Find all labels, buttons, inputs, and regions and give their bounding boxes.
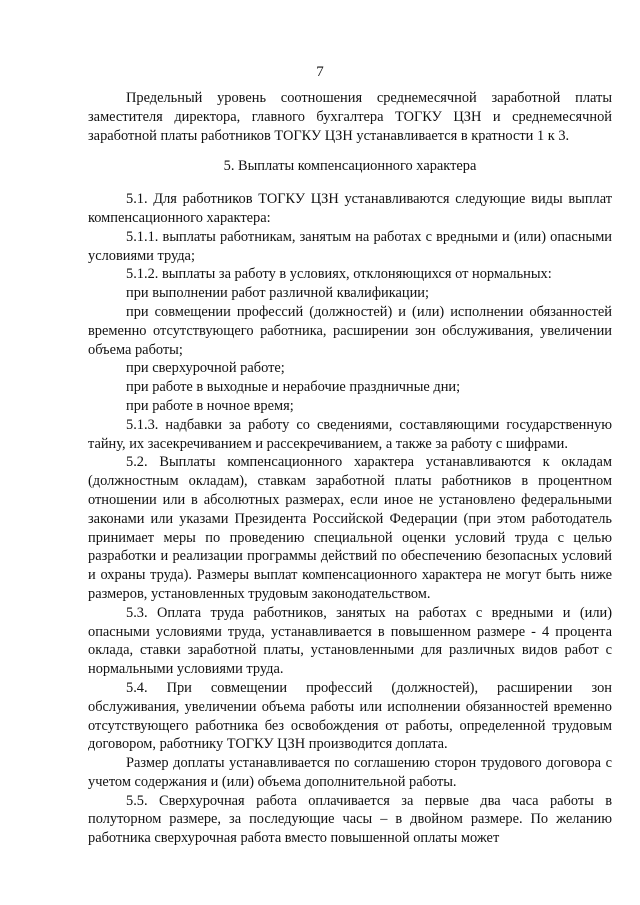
list-item: при работе в ночное время;	[126, 397, 294, 414]
list-item: при работе в выходные и нерабочие праздничные дни;	[126, 379, 461, 396]
list-item: при совмещении профессий (должностей) и (или) исполнении обязанностей временно отсутствующего работника, расширении зон обслуживания, увеличении объема работы;	[88, 303, 612, 358]
document-body	[88, 89, 612, 848]
page-number: 7	[316, 64, 324, 80]
paragraph-5-2: 5.2. Выплаты компенсационного характера устанавливаются к окладам (должностным окладам), ставкам заработной платы работников в процентном отношении или в абсолютных размерах, если иное не установлено федеральными законами или указами Президента Российской Федерации (при этом работодатель принимает меры по проведению специальной оценки условий труда с целью разработки и реализации программы действий по обеспечению безопасных условий и охраны труда). Размеры выплат компенсационного характера не могут быть ниже размеров, установленных трудовым законодательством.	[88, 454, 612, 602]
paragraph-salary-ratio: Предельный уровень соотношения среднемесячной заработной платы заместителя директора, главного бухгалтера ТОГКУ ЦЗН и среднемесячной заработной платы работников ТОГКУ ЦЗН устанавливается в кратности 1 к 3.	[88, 90, 612, 144]
paragraph-5-1-3: 5.1.3. надбавки за работу со сведениями, составляющими государственную тайну, их засекречиванием и рассекречиванием, а также за работу с шифрами.	[88, 416, 612, 452]
list-item: при выполнении работ различной квалификации;	[126, 285, 429, 302]
paragraph-5-4: 5.4. При совмещении профессий (должностей), расширении зон обслуживания, увеличении объема работы или исполнении обязанностей временно отсутствующего работника без освобождения от работы, определенной трудовым договором, работнику ТОГКУ ЦЗН производится доплата.	[88, 679, 612, 753]
paragraph-5-3: 5.3. Оплата труда работников, занятых на работах с вредными и (или) опасными условиями труда, устанавливается в повышенном размере - 4 процента оклада, ставки заработной платы, установленными для различных видов работ с нормальными условиями труда.	[88, 604, 612, 678]
paragraph-5-1-1: 5.1.1. выплаты работникам, занятым на работах с вредными и (или) опасными условиями труда;	[88, 228, 612, 264]
list-item: при сверхурочной работе;	[126, 360, 285, 377]
paragraph-5-5: 5.5. Сверхурочная работа оплачивается за первые два часа работы в полуторном размере, за последующие часы – в двойном размере. По желанию работника сверхурочная работа вместо повышенной оплаты может	[88, 792, 612, 847]
paragraph-5-1: 5.1. Для работников ТОГКУ ЦЗН устанавливаются следующие виды выплат компенсационного характера:	[88, 191, 612, 226]
section-heading: 5. Выплаты компенсационного характера	[223, 158, 477, 175]
paragraph-5-1-2: 5.1.2. выплаты за работу в условиях, отклоняющихся от нормальных:	[126, 266, 552, 283]
paragraph-surcharge-size: Размер доплаты устанавливается по соглашению сторон трудового договора с учетом содержания и (или) объема дополнительной работы.	[88, 755, 612, 790]
